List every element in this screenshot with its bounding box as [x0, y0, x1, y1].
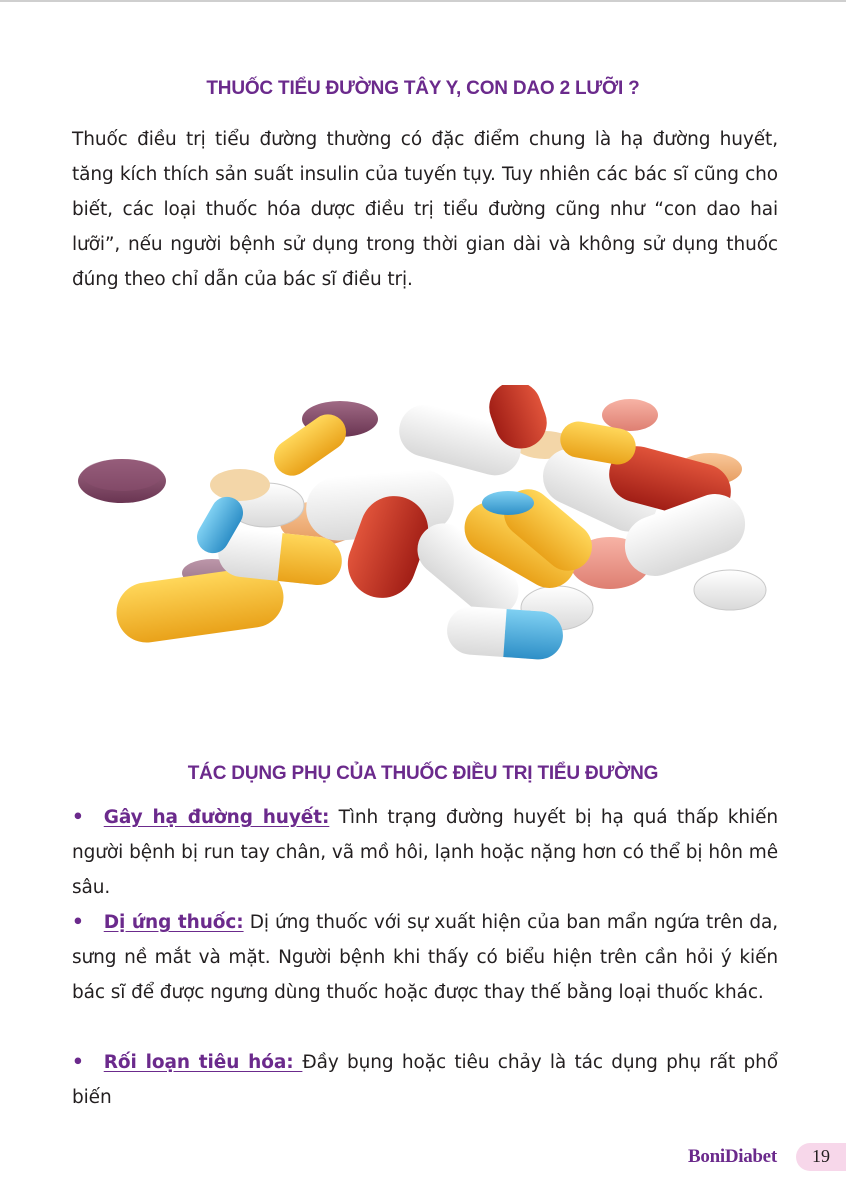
bullet-term: Gây hạ đường huyết: — [103, 807, 330, 828]
section-title-side-effects-double-edged: THUỐC TIỂU ĐƯỜNG TÂY Y, CON DAO 2 LƯỠI ? — [206, 78, 640, 99]
footer-brand: BoniDiabet — [688, 1146, 777, 1167]
intro-paragraph: Thuốc điều trị tiểu đường thường có đặc điểm chung là hạ đường huyết, tăng kích thích sản suất insulin của tuyến tụy. Tuy nhiên các bác sĩ cũng cho biết, các loại thuốc hóa dược điều trị tiểu đường cũng như “con dao hai lưỡi”, nếu người bệnh sử dụng trong thời gian dài và không sử dụng thuốc đúng theo chỉ dẫn của bác sĩ điều trị. — [72, 129, 778, 290]
bullet-term: Rối loạn tiêu hóa: — [103, 1052, 303, 1073]
top-rule — [0, 0, 846, 2]
bullet-marker: • — [72, 1052, 84, 1073]
bullet-text: Đầy bụng hoặc tiêu chảy là tác dụng phụ rất phổ biến — [72, 1052, 779, 1108]
bullet-marker: • — [72, 912, 84, 933]
bullet-drug-allergy — [72, 905, 778, 1010]
pills-photo — [70, 385, 790, 685]
page-number: 19 — [812, 1146, 830, 1166]
white-blue-capsule — [445, 605, 564, 661]
section-title-side-effects: TÁC DỤNG PHỤ CỦA THUỐC ĐIỀU TRỊ TIỂU ĐƯỜNG — [187, 763, 659, 784]
bullet-text: Tình trạng đường huyết bị hạ quá thấp khiến người bệnh bị run tay chân, vã mồ hôi, lạnh hoặc nặng hơn có thể bị hôn mê sâu. — [72, 807, 778, 898]
bullet-digestive-disorder — [72, 1045, 778, 1115]
bullet-text: Dị ứng thuốc với sự xuất hiện của ban mẩn ngứa trên da, sưng nề mắt và mặt. Người bệnh khi thấy có biểu hiện trên cần hỏi ý kiến bác sĩ để được ngưng dùng thuốc hoặc được thay thế bằng loại thuốc khác. — [72, 912, 778, 1003]
bullet-term: Dị ứng thuốc: — [103, 912, 244, 933]
bullet-marker: • — [72, 807, 84, 828]
bullet-hypoglycemia — [72, 800, 778, 905]
